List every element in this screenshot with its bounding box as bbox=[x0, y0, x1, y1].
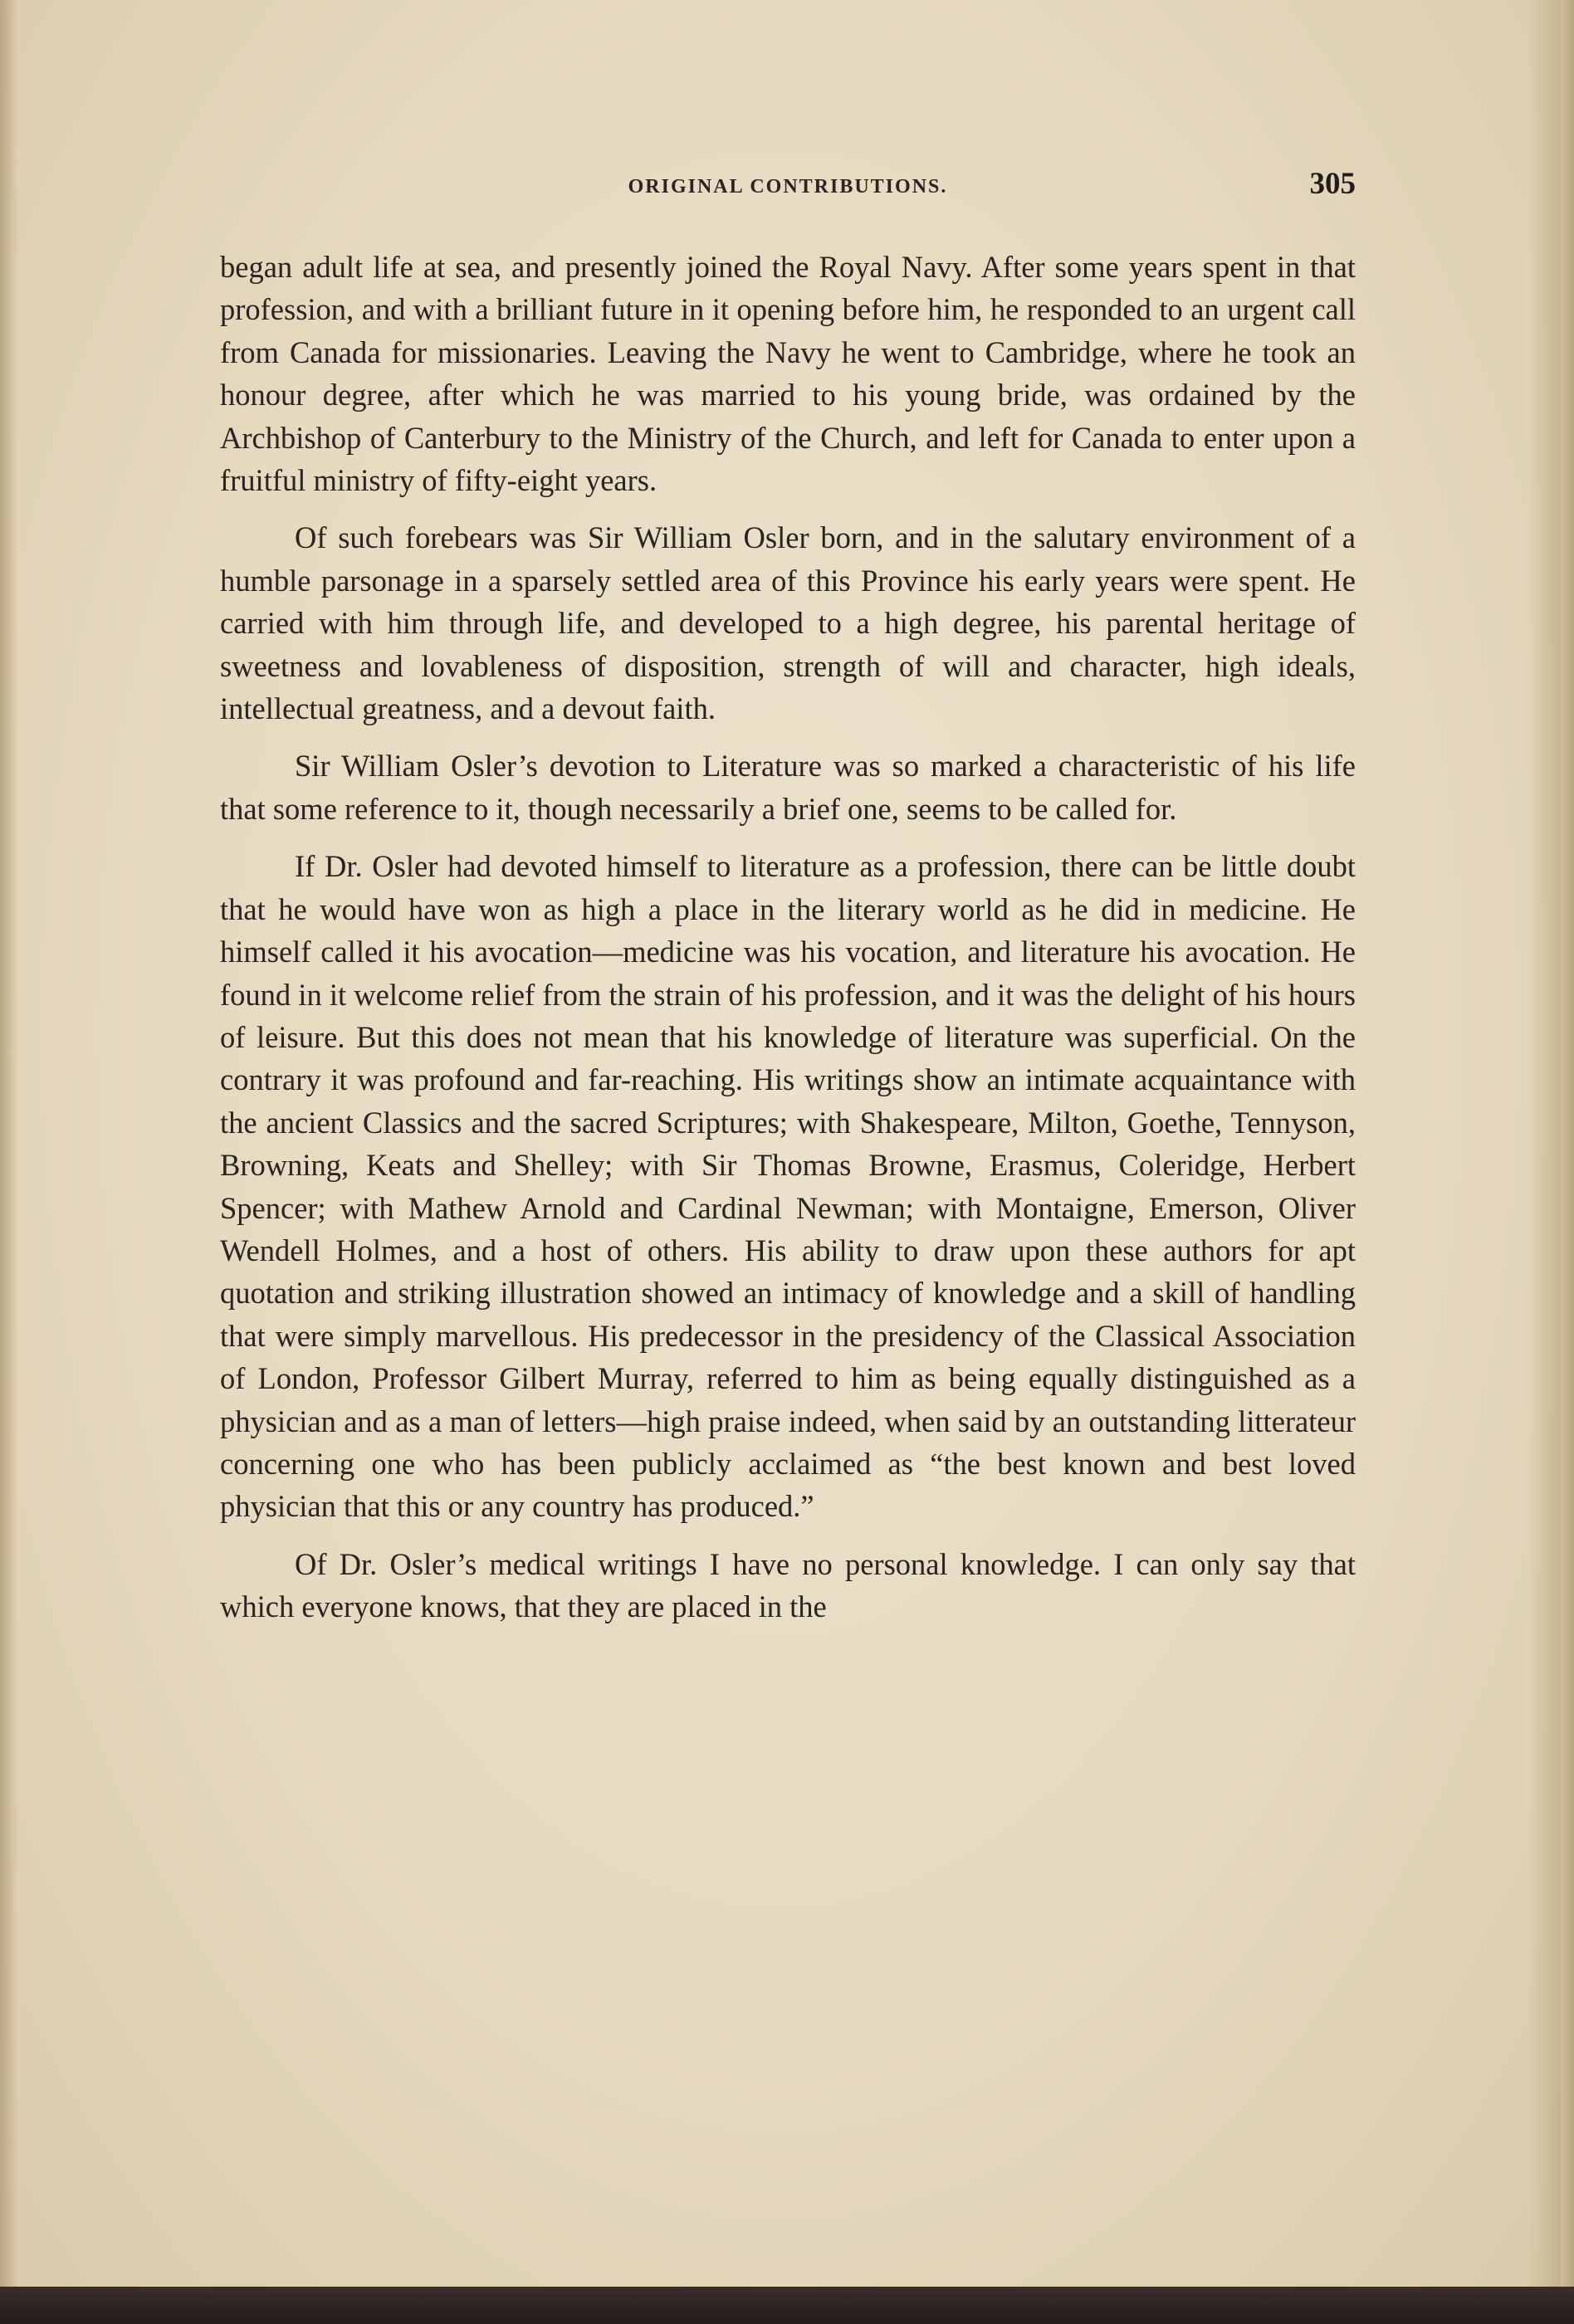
page-left-edge-shadow bbox=[0, 0, 18, 2287]
paragraph-2: Of such forebears was Sir William Osler born, and in the salutary environment of a humble parsonage in a sparsely settled area of this Province his early years were spent. He carried with him through life, and developed to a high degree, his parental heritage of sweetness and lovableness of disposition, strength of will and character, high ideals, intellectual greatness, and a devout faith. bbox=[220, 520, 1356, 726]
page-stack-edge bbox=[1561, 0, 1574, 2287]
paragraph-1: began adult life at sea, and presently joined the Royal Navy. After some years spent in that profession, and with a brilliant future in it opening before him, he responded to an urgent call from Canada for missionaries. Leaving the Navy he went to Cambridge, where he took an honour degree, after which he was married to his young bride, was ordained by the Archbishop of Canterbury to the Ministry of the Church, and left for Canada to enter upon a fruitful ministry of fifty-eight years. bbox=[220, 250, 1356, 498]
page-right-edge-shadow bbox=[1528, 0, 1561, 2287]
paragraph-5: Of Dr. Osler’s medical writings I have no personal knowledge. I can only say that which everyone knows, that they are placed in the bbox=[220, 1546, 1356, 1624]
page-number: 305 bbox=[1309, 167, 1356, 201]
paragraph-3: Sir William Osler’s devotion to Literature was so marked a characteristic of his life that some reference to it, though necessarily a brief one, seems to be called for. bbox=[220, 749, 1356, 826]
body-text bbox=[220, 246, 1356, 1643]
page-header bbox=[220, 166, 1356, 216]
scan-bottom-border bbox=[0, 2287, 1574, 2324]
running-head: ORIGINAL CONTRIBUTIONS. bbox=[628, 176, 948, 198]
paragraph-4: If Dr. Osler had devoted himself to literature as a profession, there can be little doubt that he would have won as high a place in the literary world as he did in medicine. He himself called it his avocation—medicine was his vocation, and literature his avocation. He found in it welcome relief from the strain of his profession, and it was the delight of his hours of leisure. But this does not mean that his knowledge of literature was superficial. On the contrary it was profound and far-reaching. His writings show an intimate acquaintance with the ancient Classics and the sacred Scriptures; with Shakespeare, Milton, Goethe, Tennyson, Browning, Keats and Shelley; with Sir Thomas Browne, Erasmus, Coleridge, Herbert Spencer; with Mathew Arnold and Cardinal Newman; with Montaigne, Emerson, Oliver Wendell Holmes, and a host of others. His ability to draw upon these authors for apt quotation and striking illustration showed an intimacy of knowledge and a skill of handling that were simply marvellous. His predecessor in the presidency of the Classical Association of London, Professor Gilbert Murray, referred to him as being equally distinguished as a physician and as a man of letters—high praise indeed, when said by an outstanding litterateur concerning one who has been publicly acclaimed as “the best known and best loved physician that this or any country has produced.” bbox=[220, 849, 1356, 1524]
